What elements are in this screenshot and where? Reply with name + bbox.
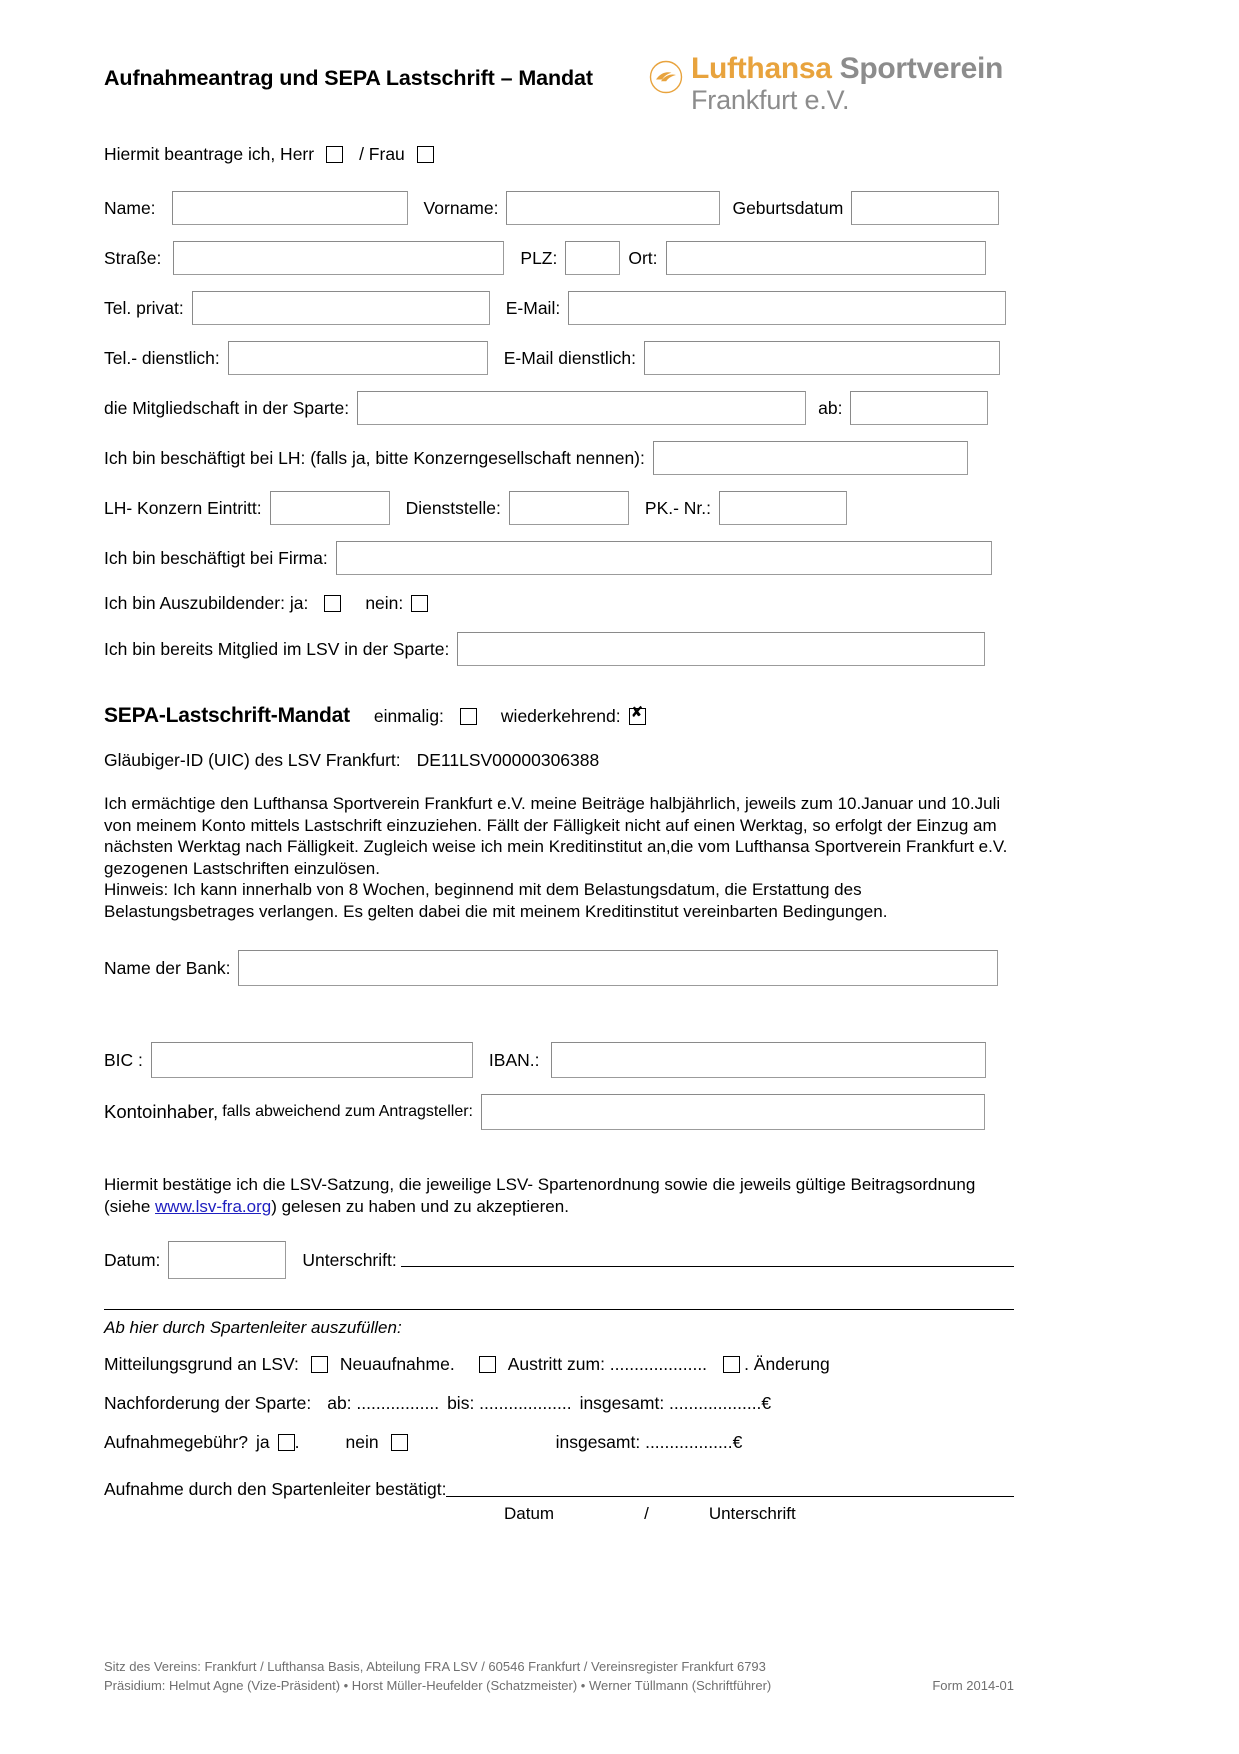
pk-nr-label: PK.- Nr.: xyxy=(644,497,712,518)
sparte-input[interactable] xyxy=(357,391,806,425)
checkbox-austritt[interactable] xyxy=(479,1356,496,1373)
document-header xyxy=(104,0,1014,115)
firma-row xyxy=(104,541,1014,575)
leader-signature-line[interactable] xyxy=(446,1483,1014,1497)
vorname-input[interactable] xyxy=(506,191,720,225)
aufnahmegebuehr-nein-label: nein xyxy=(345,1432,379,1452)
dienststelle-input[interactable] xyxy=(509,491,629,525)
ab-label: ab: xyxy=(818,397,843,418)
sparte-label: die Mitgliedschaft in der Sparte: xyxy=(104,397,350,418)
sepa-einmalig-label: einmalig: xyxy=(373,705,444,726)
checkbox-herr[interactable] xyxy=(326,146,343,163)
notification-reason-row xyxy=(104,1354,1014,1375)
bestaetigt-label: Aufnahme durch den Spartenleiter bestätigt: xyxy=(104,1479,447,1499)
neuaufnahme-label: Neuaufnahme. xyxy=(339,1354,455,1374)
footer-line-1: Sitz des Vereins: Frankfurt / Lufthansa Basis, Abteilung FRA LSV / 60546 Frankfurt / Vereinsregister Frankfurt 6793 xyxy=(104,1659,766,1674)
contact-business-row xyxy=(104,341,1014,375)
strasse-input[interactable] xyxy=(173,241,504,275)
dienststelle-label: Dienststelle: xyxy=(405,497,501,518)
azubi-label: Ich bin Auszubildender: ja: xyxy=(104,593,309,613)
lh-employment-label: Ich bin beschäftigt bei LH: (falls ja, bitte Konzerngesellschaft nennen): xyxy=(104,447,645,468)
logo-brand-text: Lufthansa xyxy=(691,52,832,85)
account-holder-label-rest: falls abweichend zum Antragsteller: xyxy=(222,1103,473,1120)
lh-employment-row xyxy=(104,441,1014,475)
admission-fee-row xyxy=(104,1432,1014,1453)
salutation-row xyxy=(104,144,1014,165)
admin-heading-label: Ab hier durch Spartenleiter auszufüllen: xyxy=(104,1318,402,1337)
nachforderung-label: Nachforderung der Sparte: xyxy=(104,1393,312,1413)
geburtsdatum-input[interactable] xyxy=(851,191,999,225)
ab-input[interactable] xyxy=(850,391,988,425)
aufnahmegebuehr-label: Aufnahmegebühr? xyxy=(104,1432,248,1452)
checkbox-aufnahmegebuehr-ja[interactable] xyxy=(278,1434,295,1451)
sepa-section-heading: SEPA-Lastschrift-Mandat xyxy=(104,704,350,727)
firma-label: Ich bin beschäftigt bei Firma: xyxy=(104,547,328,568)
logo-subtitle: Frankfurt e.V. xyxy=(691,85,850,115)
creditor-id-label: Gläubiger-ID (UIC) des LSV Frankfurt: xyxy=(104,750,401,770)
sepa-mandate-paragraph-1: Ich ermächtige den Lufthansa Sportverein Frankfurt e.V. meine Beiträge halbjährlich, jeweils zum 10.Januar und 10.Juli von meinem Konto mittels Lastschrift einzuziehen. Fällt der Fälligkeit nicht auf einen Werktag, so erfolgt der Einzug am nächsten Werktag nach Fälligkeit. Zugleich weise ich mein Kreditinstitut an,die vom Lufthansa Sportverein Frankfurt e.V. gezogenen Lastschriften einzulösen. xyxy=(104,794,1008,878)
pk-nr-input[interactable] xyxy=(719,491,847,525)
form-body xyxy=(104,0,1014,1524)
logo-wordmark xyxy=(691,52,1003,86)
leader-signature-captions xyxy=(104,1504,1014,1524)
checkbox-sepa-wiederkehrend[interactable] xyxy=(629,708,646,725)
logo-org-text: Sportverein xyxy=(839,52,1004,85)
tel-dienstlich-label: Tel.- dienstlich: xyxy=(104,347,220,368)
address-row xyxy=(104,241,1014,275)
lh-eintritt-label: LH- Konzern Eintritt: xyxy=(104,497,262,518)
checkbox-aenderung[interactable] xyxy=(723,1356,740,1373)
datum-input[interactable] xyxy=(168,1241,286,1279)
account-holder-label-strong: Kontoinhaber, xyxy=(104,1101,219,1122)
bic-iban-row xyxy=(104,1042,1014,1078)
nachforderung-ab-field[interactable]: ab: ................. xyxy=(327,1393,440,1413)
aufnahmegebuehr-ja-suffix: . xyxy=(294,1432,300,1452)
caption-unterschrift: Unterschrift xyxy=(708,1504,796,1523)
azubi-row xyxy=(104,593,1014,614)
admin-section-heading xyxy=(104,1318,1014,1338)
footer-line-2: Präsidium: Helmut Agne (Vize-Präsident) • Horst Müller-Heufelder (Schatzmeister) • Werner Tüllmann (Schriftführer) xyxy=(104,1678,772,1693)
bank-name-row xyxy=(104,950,1014,986)
lh-details-row xyxy=(104,491,1014,525)
caption-datum: Datum xyxy=(504,1504,555,1523)
signature-line[interactable] xyxy=(401,1254,1014,1267)
name-label: Name: xyxy=(104,197,156,218)
email-input[interactable] xyxy=(568,291,1006,325)
page-footer xyxy=(104,1657,1014,1695)
ort-input[interactable] xyxy=(666,241,986,275)
page-title: Aufnahmeantrag und SEPA Lastschrift – Mandat xyxy=(104,66,593,90)
checkbox-aufnahmegebuehr-nein[interactable] xyxy=(391,1434,408,1451)
creditor-id-value: DE11LSV00000306388 xyxy=(416,750,600,770)
firma-input[interactable] xyxy=(336,541,992,575)
aenderung-label: . Änderung xyxy=(744,1354,830,1374)
leader-confirmation-row xyxy=(104,1479,1014,1500)
email-dienstlich-input[interactable] xyxy=(644,341,1000,375)
email-label: E-Mail: xyxy=(505,297,561,318)
lufthansa-crane-icon xyxy=(649,60,683,94)
email-dienstlich-label: E-Mail dienstlich: xyxy=(503,347,637,368)
signature-row xyxy=(104,1241,1014,1279)
terms-confirmation-text xyxy=(104,1174,1014,1217)
caption-slash: / xyxy=(644,1504,649,1523)
existing-member-label: Ich bin bereits Mitglied im LSV in der Sparte: xyxy=(104,638,450,659)
sepa-mandate-paragraph-2: Hinweis: Ich kann innerhalb von 8 Wochen, beginnend mit dem Belastungsdatum, die Erstattung des Belastungsbetrages verlangen. Es gelten dabei die mit meinem Kreditinstitut vereinbarten Bedingungen. xyxy=(104,880,888,921)
mitteilungsgrund-label: Mitteilungsgrund an LSV: xyxy=(104,1354,299,1374)
name-input[interactable] xyxy=(172,191,408,225)
lh-eintritt-input[interactable] xyxy=(270,491,390,525)
datum-label: Datum: xyxy=(104,1249,161,1270)
checkbox-sepa-einmalig[interactable] xyxy=(460,708,477,725)
contact-private-row xyxy=(104,291,1014,325)
vorname-label: Vorname: xyxy=(423,197,499,218)
checkbox-azubi-nein[interactable] xyxy=(411,595,428,612)
sepa-heading-row xyxy=(104,704,1014,728)
iban-input[interactable] xyxy=(551,1042,986,1078)
plz-input[interactable] xyxy=(565,241,620,275)
lufthansa-sportverein-logo xyxy=(649,52,1004,122)
aufnahmegebuehr-ja-label: ja xyxy=(256,1432,270,1452)
tel-dienstlich-input[interactable] xyxy=(228,341,488,375)
ort-label: Ort: xyxy=(628,247,658,268)
aufnahmegebuehr-total-field[interactable]: insgesamt: ..................€ xyxy=(555,1432,743,1452)
checkbox-frau[interactable] xyxy=(417,146,434,163)
tel-privat-input[interactable] xyxy=(192,291,490,325)
terms-text-after: ) gelesen zu haben und zu akzeptieren. xyxy=(271,1196,569,1216)
tel-privat-label: Tel. privat: xyxy=(104,297,184,318)
lsv-website-link[interactable]: www.lsv-fra.org xyxy=(155,1196,272,1216)
existing-member-input[interactable] xyxy=(457,632,985,666)
creditor-id-row xyxy=(104,750,1014,771)
footer-form-code: Form 2014-01 xyxy=(932,1678,1014,1693)
bank-name-input[interactable] xyxy=(238,950,998,986)
austritt-label: Austritt zum: .................... xyxy=(507,1354,708,1374)
surcharge-row xyxy=(104,1393,1014,1414)
admin-section-divider xyxy=(104,1309,1014,1310)
plz-label: PLZ: xyxy=(520,247,558,268)
bank-name-label: Name der Bank: xyxy=(104,957,231,978)
nachforderung-total-field[interactable]: insgesamt: ...................€ xyxy=(579,1393,772,1413)
azubi-nein-label: nein: xyxy=(365,593,404,613)
salutation-label: Hiermit beantrage ich, Herr xyxy=(104,144,315,164)
bic-input[interactable] xyxy=(151,1042,473,1078)
lh-employment-input[interactable] xyxy=(653,441,968,475)
sepa-wiederkehrend-label: wiederkehrend: xyxy=(500,705,621,726)
nachforderung-bis-field[interactable]: bis: ................... xyxy=(447,1393,572,1413)
name-row xyxy=(104,191,1014,225)
iban-label: IBAN.: xyxy=(488,1049,540,1070)
salutation-separator-label: / Frau xyxy=(359,144,405,164)
strasse-label: Straße: xyxy=(104,247,162,268)
account-holder-row xyxy=(104,1094,1014,1130)
checkbox-azubi-ja[interactable] xyxy=(324,595,341,612)
geburtsdatum-label: Geburtsdatum xyxy=(732,197,844,218)
unterschrift-label: Unterschrift: xyxy=(302,1249,397,1270)
existing-member-row xyxy=(104,632,1014,666)
terms-text-before: Hiermit bestätige ich die LSV-Satzung, die jeweilige LSV- Spartenordnung sowie die jeweils gültige Beitragsordnung (siehe xyxy=(104,1175,976,1216)
bic-label: BIC : xyxy=(104,1049,143,1070)
sparte-row xyxy=(104,391,1014,425)
checkbox-neuaufnahme[interactable] xyxy=(311,1356,328,1373)
account-holder-input[interactable] xyxy=(481,1094,985,1130)
